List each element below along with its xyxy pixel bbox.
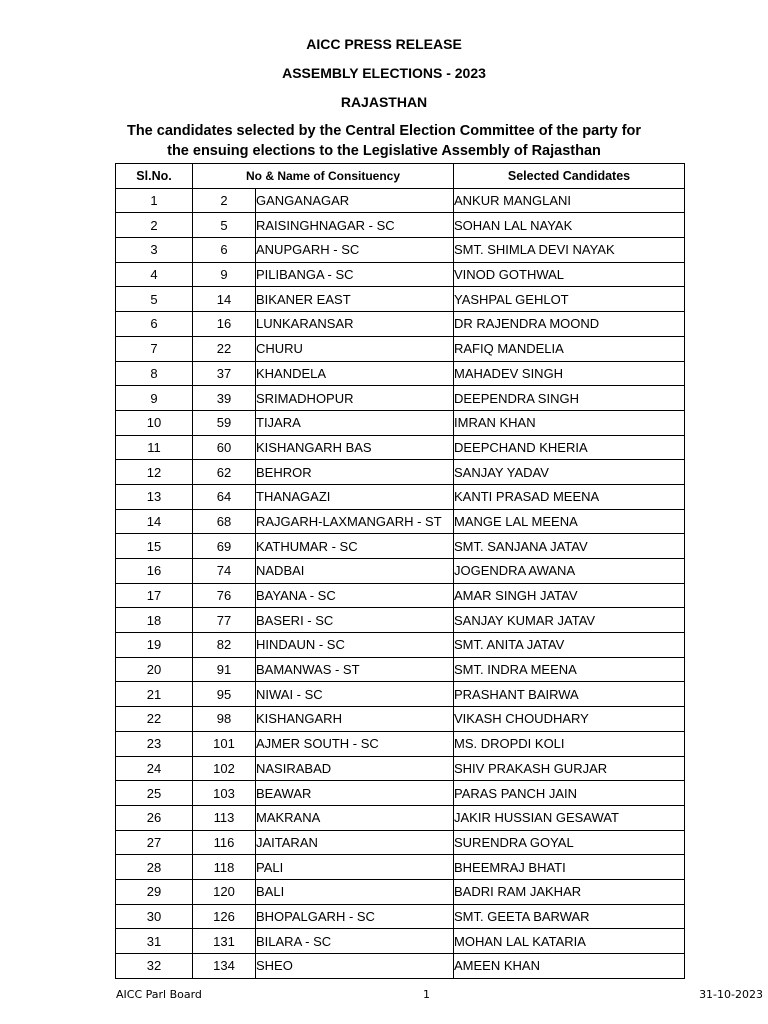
constituency-name-cell: KATHUMAR - SC xyxy=(256,534,454,559)
constituency-number-cell: 68 xyxy=(193,509,256,534)
description xyxy=(0,121,768,161)
table-row xyxy=(116,756,685,781)
candidate-name-cell: KANTI PRASAD MEENA xyxy=(454,484,685,509)
candidate-name-cell: RAFIQ MANDELIA xyxy=(454,336,685,361)
table-row xyxy=(116,682,685,707)
constituency-name-cell: PILIBANGA - SC xyxy=(256,262,454,287)
sl-no-cell: 4 xyxy=(116,262,193,287)
table-row xyxy=(116,805,685,830)
constituency-number-cell: 60 xyxy=(193,435,256,460)
constituency-number-cell: 98 xyxy=(193,707,256,732)
constituency-name-cell: SHEO xyxy=(256,954,454,979)
table-row xyxy=(116,954,685,979)
constituency-number-cell: 39 xyxy=(193,386,256,411)
table-row xyxy=(116,484,685,509)
sl-no-cell: 6 xyxy=(116,312,193,337)
sl-no-cell: 10 xyxy=(116,410,193,435)
table-row xyxy=(116,583,685,608)
constituency-number-cell: 103 xyxy=(193,781,256,806)
candidate-name-cell: DEEPCHAND KHERIA xyxy=(454,435,685,460)
table-row xyxy=(116,361,685,386)
election-title: ASSEMBLY ELECTIONS - 2023 xyxy=(282,65,486,81)
sl-no-cell: 19 xyxy=(116,633,193,658)
table-row xyxy=(116,386,685,411)
constituency-number-cell: 102 xyxy=(193,756,256,781)
release-date: 31-10-2023 xyxy=(699,988,763,1001)
constituency-name-cell: KISHANGARH xyxy=(256,707,454,732)
constituency-name-cell: BILARA - SC xyxy=(256,929,454,954)
header-candidate: Selected Candidates xyxy=(454,164,685,189)
sl-no-cell: 22 xyxy=(116,707,193,732)
constituency-name-cell: KHANDELA xyxy=(256,361,454,386)
candidate-name-cell: MANGE LAL MEENA xyxy=(454,509,685,534)
constituency-name-cell: NADBAI xyxy=(256,559,454,584)
sl-no-cell: 2 xyxy=(116,213,193,238)
constituency-name-cell: ANUPGARH - SC xyxy=(256,238,454,263)
candidate-name-cell: DR RAJENDRA MOOND xyxy=(454,312,685,337)
constituency-number-cell: 59 xyxy=(193,410,256,435)
constituency-name-cell: RAJGARH-LAXMANGARH - ST xyxy=(256,509,454,534)
constituency-number-cell: 37 xyxy=(193,361,256,386)
sl-no-cell: 17 xyxy=(116,583,193,608)
candidates-table xyxy=(115,163,685,979)
candidate-name-cell: VIKASH CHOUDHARY xyxy=(454,707,685,732)
constituency-number-cell: 134 xyxy=(193,954,256,979)
state-title: RAJASTHAN xyxy=(340,94,428,110)
constituency-number-cell: 77 xyxy=(193,608,256,633)
constituency-name-cell: NIWAI - SC xyxy=(256,682,454,707)
table-row xyxy=(116,287,685,312)
table-row xyxy=(116,608,685,633)
sl-no-cell: 26 xyxy=(116,805,193,830)
candidate-name-cell: PARAS PANCH JAIN xyxy=(454,781,685,806)
table-row xyxy=(116,879,685,904)
table-row xyxy=(116,188,685,213)
candidate-name-cell: MOHAN LAL KATARIA xyxy=(454,929,685,954)
sl-no-cell: 23 xyxy=(116,731,193,756)
sl-no-cell: 20 xyxy=(116,657,193,682)
constituency-name-cell: CHURU xyxy=(256,336,454,361)
page-number: 1 xyxy=(423,988,430,1001)
constituency-number-cell: 91 xyxy=(193,657,256,682)
header-sl-no: Sl.No. xyxy=(116,164,193,189)
constituency-number-cell: 82 xyxy=(193,633,256,658)
constituency-name-cell: THANAGAZI xyxy=(256,484,454,509)
press-release-title: AICC PRESS RELEASE xyxy=(306,36,462,52)
constituency-number-cell: 62 xyxy=(193,460,256,485)
table-row xyxy=(116,410,685,435)
sl-no-cell: 31 xyxy=(116,929,193,954)
constituency-number-cell: 113 xyxy=(193,805,256,830)
candidate-name-cell: SURENDRA GOYAL xyxy=(454,830,685,855)
table-row xyxy=(116,460,685,485)
candidate-name-cell: JOGENDRA AWANA xyxy=(454,559,685,584)
constituency-number-cell: 16 xyxy=(193,312,256,337)
constituency-name-cell: TIJARA xyxy=(256,410,454,435)
table-header-row xyxy=(116,164,685,189)
constituency-number-cell: 69 xyxy=(193,534,256,559)
sl-no-cell: 5 xyxy=(116,287,193,312)
sl-no-cell: 18 xyxy=(116,608,193,633)
constituency-number-cell: 74 xyxy=(193,559,256,584)
sl-no-cell: 16 xyxy=(116,559,193,584)
header-constituency: No & Name of Consituency xyxy=(193,164,454,189)
candidate-name-cell: DEEPENDRA SINGH xyxy=(454,386,685,411)
candidate-name-cell: JAKIR HUSSIAN GESAWAT xyxy=(454,805,685,830)
candidate-name-cell: SOHAN LAL NAYAK xyxy=(454,213,685,238)
constituency-number-cell: 5 xyxy=(193,213,256,238)
constituency-number-cell: 14 xyxy=(193,287,256,312)
table-row xyxy=(116,435,685,460)
constituency-name-cell: KISHANGARH BAS xyxy=(256,435,454,460)
constituency-name-cell: SRIMADHOPUR xyxy=(256,386,454,411)
constituency-name-cell: PALI xyxy=(256,855,454,880)
constituency-number-cell: 6 xyxy=(193,238,256,263)
sl-no-cell: 29 xyxy=(116,879,193,904)
constituency-name-cell: GANGANAGAR xyxy=(256,188,454,213)
sl-no-cell: 7 xyxy=(116,336,193,361)
candidate-name-cell: YASHPAL GEHLOT xyxy=(454,287,685,312)
footer-board: AICC Parl Board xyxy=(116,988,202,1001)
table-row xyxy=(116,262,685,287)
constituency-name-cell: HINDAUN - SC xyxy=(256,633,454,658)
table-row xyxy=(116,781,685,806)
constituency-number-cell: 126 xyxy=(193,904,256,929)
constituency-number-cell: 64 xyxy=(193,484,256,509)
constituency-name-cell: NASIRABAD xyxy=(256,756,454,781)
candidate-name-cell: BHEEMRAJ BHATI xyxy=(454,855,685,880)
table-row xyxy=(116,657,685,682)
constituency-name-cell: BALI xyxy=(256,879,454,904)
constituency-name-cell: BHOPALGARH - SC xyxy=(256,904,454,929)
constituency-name-cell: BIKANER EAST xyxy=(256,287,454,312)
constituency-name-cell: MAKRANA xyxy=(256,805,454,830)
candidate-name-cell: SMT. GEETA BARWAR xyxy=(454,904,685,929)
table-row xyxy=(116,855,685,880)
candidate-name-cell: PRASHANT BAIRWA xyxy=(454,682,685,707)
table-row xyxy=(116,509,685,534)
sl-no-cell: 12 xyxy=(116,460,193,485)
candidate-name-cell: SANJAY YADAV xyxy=(454,460,685,485)
constituency-number-cell: 95 xyxy=(193,682,256,707)
description-line-1: The candidates selected by the Central Election Committee of the party for xyxy=(126,123,642,139)
constituency-number-cell: 116 xyxy=(193,830,256,855)
constituency-number-cell: 131 xyxy=(193,929,256,954)
sl-no-cell: 24 xyxy=(116,756,193,781)
candidate-name-cell: SMT. SANJANA JATAV xyxy=(454,534,685,559)
table-row xyxy=(116,238,685,263)
constituency-number-cell: 76 xyxy=(193,583,256,608)
sl-no-cell: 3 xyxy=(116,238,193,263)
constituency-name-cell: BAYANA - SC xyxy=(256,583,454,608)
candidate-name-cell: SMT. INDRA MEENA xyxy=(454,657,685,682)
table-row xyxy=(116,336,685,361)
candidate-name-cell: MS. DROPDI KOLI xyxy=(454,731,685,756)
constituency-number-cell: 22 xyxy=(193,336,256,361)
candidate-name-cell: AMAR SINGH JATAV xyxy=(454,583,685,608)
constituency-name-cell: RAISINGHNAGAR - SC xyxy=(256,213,454,238)
candidate-name-cell: AMEEN KHAN xyxy=(454,954,685,979)
table-row xyxy=(116,929,685,954)
table-row xyxy=(116,904,685,929)
candidate-name-cell: SHIV PRAKASH GURJAR xyxy=(454,756,685,781)
constituency-number-cell: 9 xyxy=(193,262,256,287)
sl-no-cell: 8 xyxy=(116,361,193,386)
constituency-name-cell: BEHROR xyxy=(256,460,454,485)
sl-no-cell: 25 xyxy=(116,781,193,806)
sl-no-cell: 11 xyxy=(116,435,193,460)
candidate-name-cell: VINOD GOTHWAL xyxy=(454,262,685,287)
table-row xyxy=(116,707,685,732)
sl-no-cell: 27 xyxy=(116,830,193,855)
sl-no-cell: 32 xyxy=(116,954,193,979)
table-row xyxy=(116,213,685,238)
constituency-name-cell: BASERI - SC xyxy=(256,608,454,633)
table-row xyxy=(116,559,685,584)
sl-no-cell: 14 xyxy=(116,509,193,534)
sl-no-cell: 28 xyxy=(116,855,193,880)
constituency-name-cell: BEAWAR xyxy=(256,781,454,806)
table-row xyxy=(116,830,685,855)
constituency-name-cell: BAMANWAS - ST xyxy=(256,657,454,682)
constituency-number-cell: 120 xyxy=(193,879,256,904)
table-row xyxy=(116,534,685,559)
constituency-number-cell: 118 xyxy=(193,855,256,880)
candidate-name-cell: BADRI RAM JAKHAR xyxy=(454,879,685,904)
sl-no-cell: 30 xyxy=(116,904,193,929)
table-row xyxy=(116,731,685,756)
sl-no-cell: 1 xyxy=(116,188,193,213)
candidate-name-cell: MAHADEV SINGH xyxy=(454,361,685,386)
sl-no-cell: 9 xyxy=(116,386,193,411)
constituency-name-cell: LUNKARANSAR xyxy=(256,312,454,337)
sl-no-cell: 13 xyxy=(116,484,193,509)
table-body xyxy=(116,188,685,978)
candidate-name-cell: SANJAY KUMAR JATAV xyxy=(454,608,685,633)
sl-no-cell: 15 xyxy=(116,534,193,559)
table-row xyxy=(116,312,685,337)
table-row xyxy=(116,633,685,658)
sl-no-cell: 21 xyxy=(116,682,193,707)
candidate-name-cell: ANKUR MANGLANI xyxy=(454,188,685,213)
constituency-name-cell: AJMER SOUTH - SC xyxy=(256,731,454,756)
candidate-name-cell: SMT. ANITA JATAV xyxy=(454,633,685,658)
candidate-name-cell: IMRAN KHAN xyxy=(454,410,685,435)
candidate-name-cell: SMT. SHIMLA DEVI NAYAK xyxy=(454,238,685,263)
constituency-number-cell: 2 xyxy=(193,188,256,213)
constituency-name-cell: JAITARAN xyxy=(256,830,454,855)
constituency-number-cell: 101 xyxy=(193,731,256,756)
description-line-2: the ensuing elections to the Legislative Assembly of Rajasthan xyxy=(167,143,601,159)
